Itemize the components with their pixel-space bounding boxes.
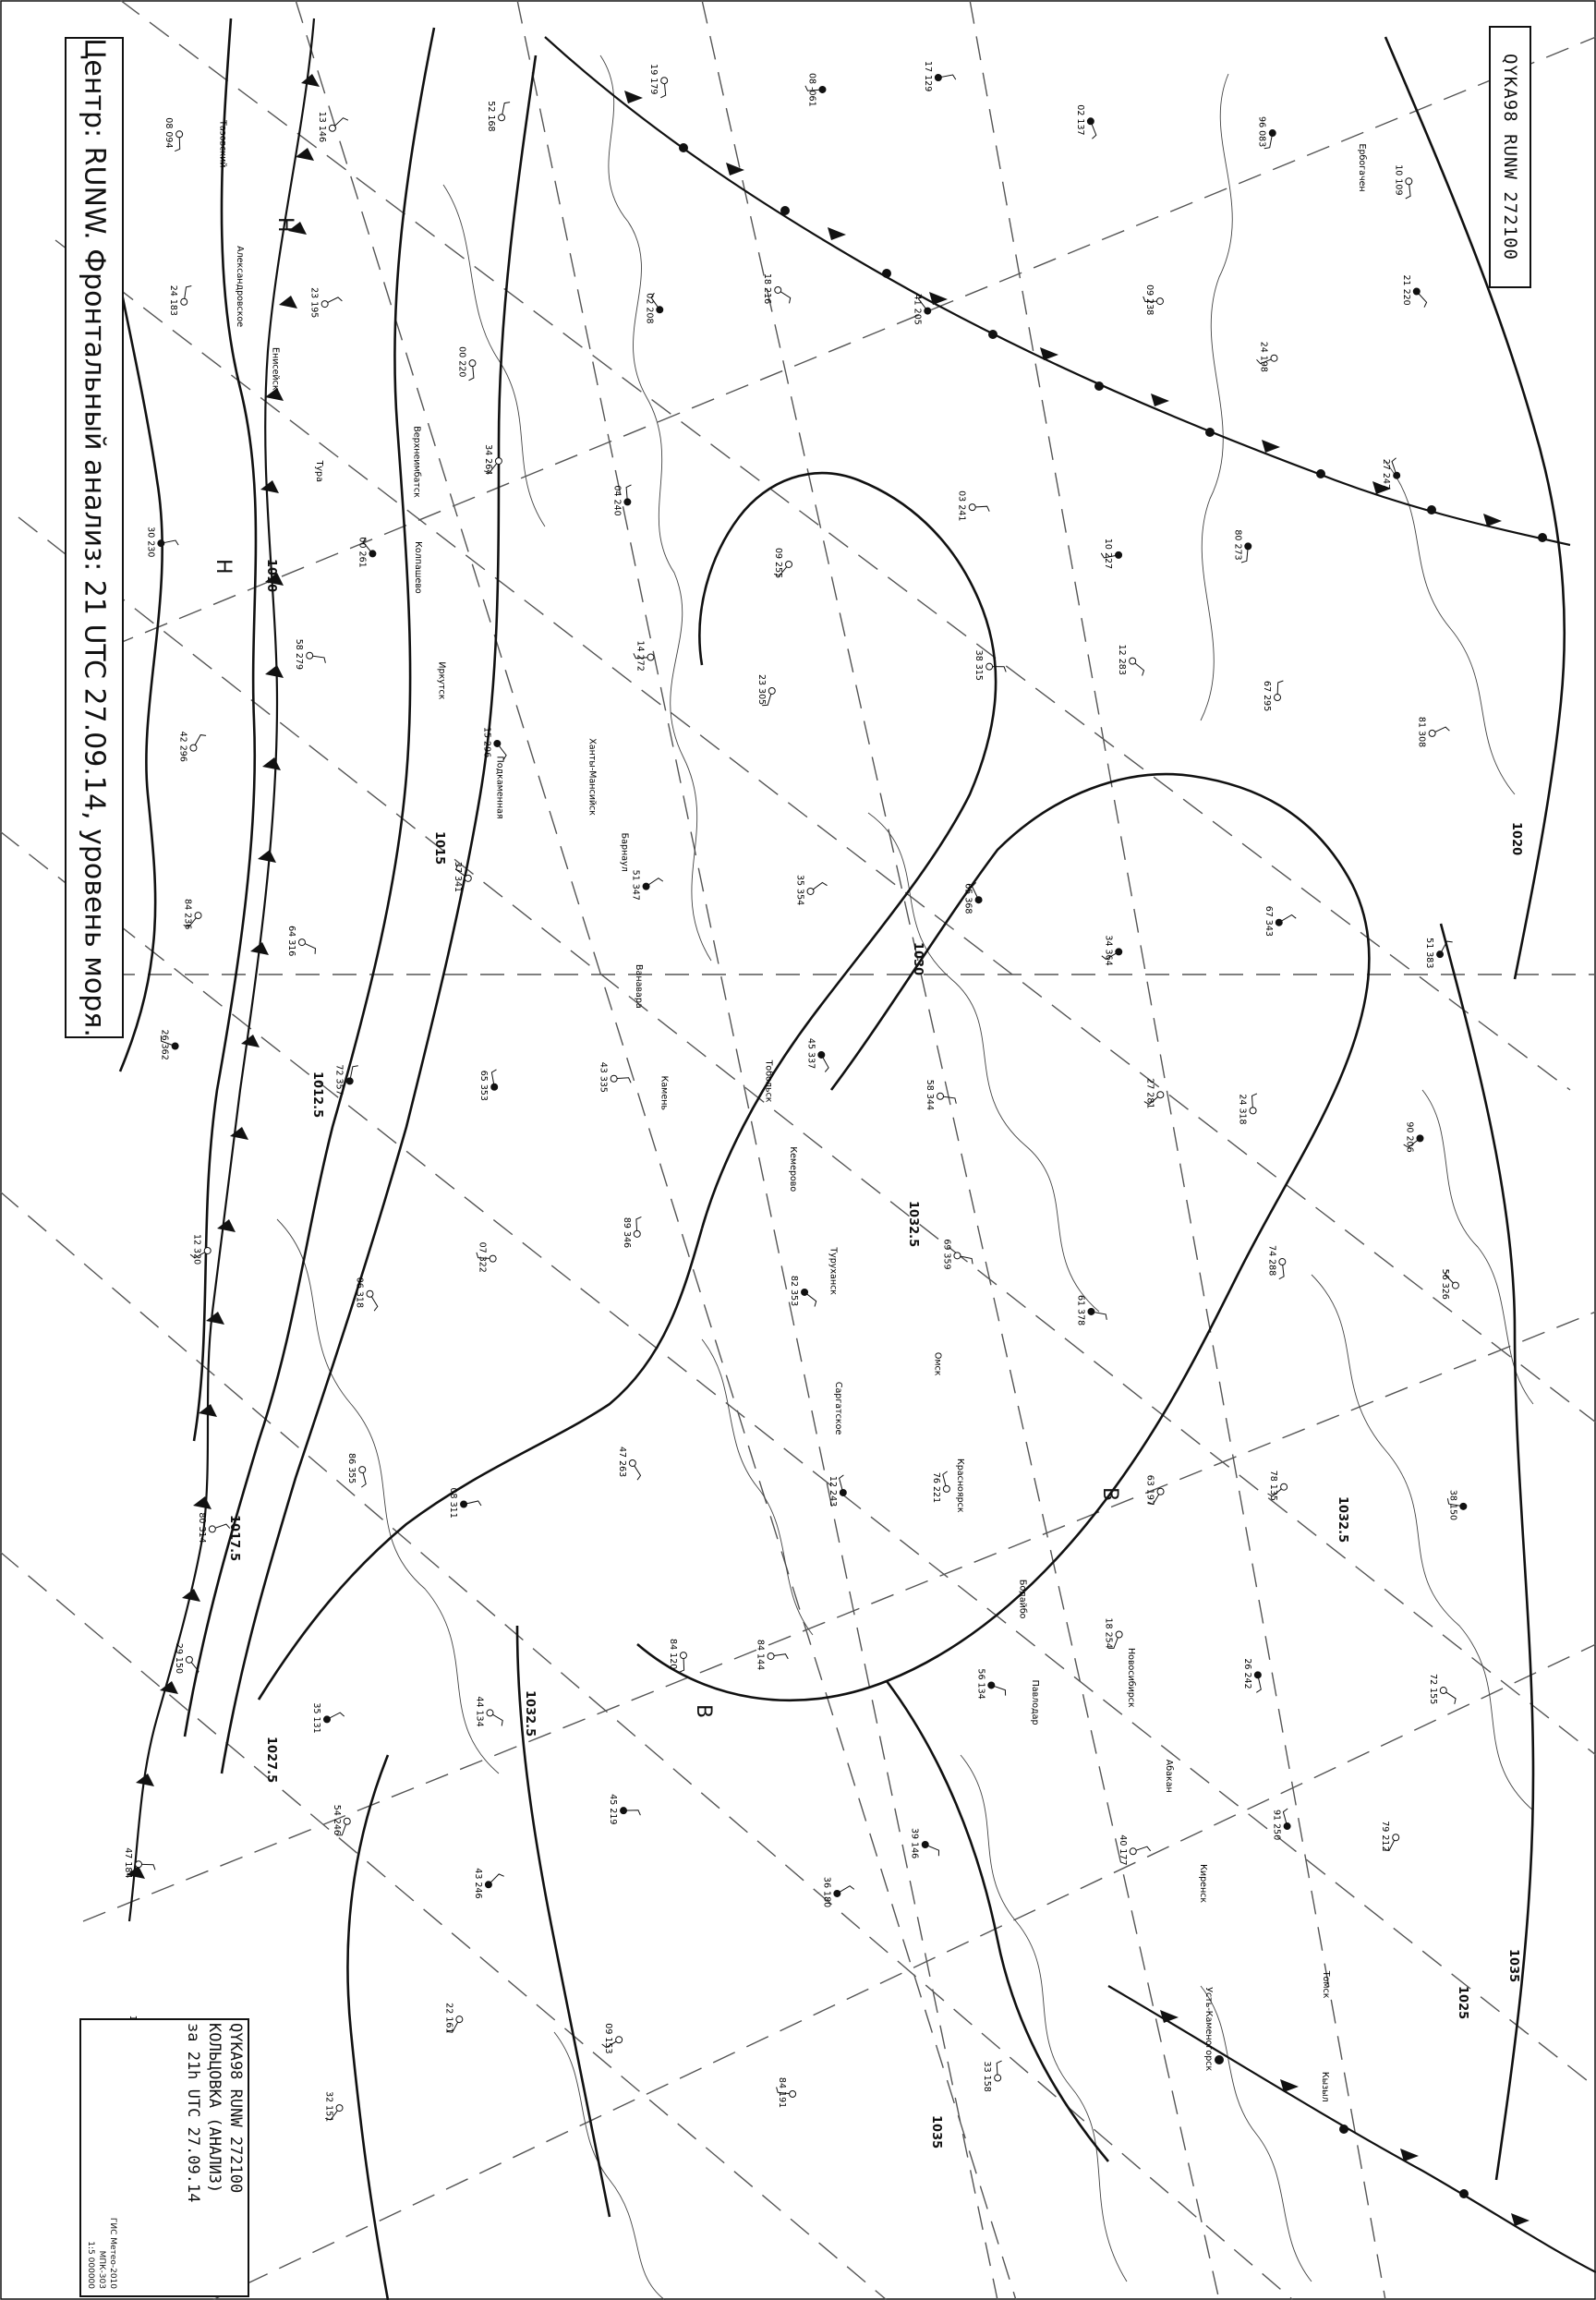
- station-value: 10 109: [1393, 164, 1404, 196]
- station-value: 90 206: [1404, 1121, 1415, 1153]
- station-value: 13 146: [316, 111, 327, 143]
- place-name: Иркутск: [436, 661, 447, 700]
- station-value: 22 161: [443, 2003, 454, 2034]
- station-marker: [925, 308, 931, 314]
- station-marker: [661, 78, 668, 84]
- station-marker: [346, 1078, 353, 1084]
- high-center: В: [692, 1704, 715, 1719]
- station-value: 58 344: [925, 1079, 936, 1111]
- station-marker: [1157, 1488, 1164, 1495]
- isobar-label: 1025: [1456, 1986, 1469, 2020]
- isobar-label: 1020: [1509, 822, 1523, 856]
- station-marker: [465, 875, 471, 881]
- station-marker: [190, 744, 197, 751]
- low-center: Н: [273, 217, 296, 233]
- station-value: 27 247: [1381, 458, 1392, 490]
- station-marker: [1429, 730, 1435, 736]
- station-value: 84 144: [755, 1639, 766, 1671]
- station-value: 67 295: [1262, 681, 1273, 712]
- station-marker: [461, 1501, 467, 1507]
- station-marker: [469, 360, 476, 367]
- station-marker: [485, 1882, 491, 1888]
- station-marker: [1156, 298, 1163, 305]
- station-value: 82 353: [789, 1275, 800, 1307]
- station-marker: [336, 2105, 343, 2112]
- station-value: 42 296: [177, 731, 188, 762]
- station-value: 74 288: [1266, 1245, 1277, 1277]
- station-value: 39 146: [909, 1827, 920, 1859]
- place-name: Подкаменная: [494, 756, 505, 819]
- station-marker: [802, 1289, 808, 1295]
- station-value: 54 246: [331, 1804, 342, 1836]
- place-name: Киренск: [1198, 1864, 1209, 1904]
- station-value: 35 354: [794, 874, 805, 906]
- place-name: Абакан: [1163, 1759, 1174, 1793]
- isobar-label: 1010: [264, 559, 278, 593]
- station-value: 56 326: [1439, 1268, 1450, 1300]
- station-value: 00 261: [357, 537, 368, 568]
- station-value: 65 368: [962, 883, 973, 914]
- place-name: Красноярск: [955, 1459, 966, 1513]
- station-value: 26 242: [1241, 1658, 1252, 1689]
- station-marker: [186, 1656, 192, 1663]
- station-value: 40 177: [1117, 1834, 1128, 1866]
- station-marker: [204, 1247, 211, 1253]
- station-value: 69 359: [941, 1239, 952, 1270]
- station-marker: [1279, 1259, 1286, 1265]
- station-marker: [1157, 1092, 1164, 1098]
- isobar-label: 1015: [432, 831, 446, 866]
- station-value: 36 180: [821, 1876, 832, 1908]
- place-name: Ванавара: [634, 964, 645, 1009]
- station-marker: [1088, 1308, 1094, 1314]
- station-value: 24 183: [168, 284, 179, 316]
- station-marker: [456, 2016, 463, 2023]
- station-value: 26 362: [159, 1029, 170, 1060]
- station-value: 76 221: [930, 1471, 941, 1504]
- station-marker: [1250, 1108, 1256, 1114]
- station-value: 34 264: [482, 444, 493, 476]
- legend-credit: МПК-303: [97, 2250, 106, 2289]
- station-marker: [969, 504, 975, 511]
- station-value: 58 279: [294, 638, 305, 671]
- place-name: Павлодар: [1029, 1679, 1040, 1725]
- station-value: 06 318: [354, 1277, 365, 1309]
- station-value: 33 158: [982, 2061, 993, 2092]
- station-value: 81 308: [1416, 716, 1427, 748]
- station-value: 86 355: [346, 1453, 357, 1484]
- station-value: 02 137: [1074, 104, 1085, 136]
- isobar-label: 1030: [911, 942, 925, 976]
- station-marker: [768, 1652, 774, 1659]
- station-marker: [158, 540, 164, 547]
- station-value: 12 243: [827, 1475, 838, 1507]
- legend-code: QYKA98 RUNW 272100: [226, 2023, 245, 2194]
- station-marker: [1130, 1848, 1136, 1855]
- station-value: 80 273: [1232, 529, 1243, 561]
- station-value: 24 198: [1258, 341, 1269, 372]
- station-marker: [136, 1861, 142, 1868]
- station-value: 51 383: [1424, 938, 1435, 969]
- station-value: 78 135: [1268, 1470, 1279, 1501]
- station-marker: [1440, 1688, 1446, 1694]
- place-name: Ханты-Мансийск: [586, 738, 598, 817]
- station-marker: [1269, 130, 1276, 137]
- station-marker: [834, 1890, 840, 1896]
- station-value: 45 337: [805, 1037, 816, 1070]
- legend-product: КОЛЬЦОВКА (АНАЛИЗ): [205, 2023, 224, 2194]
- place-name: Туруханск: [828, 1247, 839, 1296]
- station-value: 63 197: [1144, 1474, 1155, 1506]
- station-value: 10 227: [1103, 538, 1114, 570]
- station-value: 08 311: [448, 1487, 459, 1519]
- station-value: 84 120: [667, 1639, 678, 1670]
- station-marker: [209, 1526, 215, 1532]
- station-value: 14 272: [635, 640, 646, 672]
- station-value: 15 296: [481, 726, 492, 758]
- place-name: Бодайбо: [1017, 1579, 1028, 1619]
- station-marker: [195, 913, 201, 919]
- station-marker: [1271, 355, 1277, 361]
- station-marker: [1130, 658, 1136, 664]
- place-name: Барнаул: [619, 832, 630, 872]
- station-value: 47 184: [123, 1847, 134, 1879]
- station-value: 51 347: [630, 869, 641, 901]
- station-value: 24 318: [1237, 1094, 1248, 1125]
- bulletin-code-box: [1489, 26, 1531, 288]
- station-value: 18 254: [1103, 1617, 1114, 1649]
- station-marker: [495, 458, 502, 465]
- station-marker: [321, 301, 328, 308]
- station-marker: [344, 1818, 350, 1824]
- place-name: Александровское: [235, 246, 246, 328]
- station-value: 18 216: [762, 272, 773, 305]
- station-marker: [499, 115, 505, 121]
- station-marker: [807, 888, 814, 894]
- station-marker: [937, 1093, 944, 1099]
- station-value: 79 212: [1380, 1821, 1391, 1852]
- station-marker: [172, 1043, 178, 1049]
- place-name: Тура: [314, 460, 325, 482]
- place-name: Томск: [1321, 1970, 1332, 1999]
- place-name: Саргатское: [832, 1381, 843, 1435]
- station-marker: [1245, 543, 1251, 550]
- station-value: 34 364: [1103, 935, 1114, 966]
- station-value: 56 134: [975, 1668, 986, 1700]
- place-name: Ербогачен: [1357, 143, 1368, 192]
- station-value: 02 208: [644, 293, 655, 324]
- station-value: 00 220: [456, 346, 467, 378]
- station-marker: [768, 687, 775, 694]
- station-value: 03 241: [956, 490, 967, 522]
- station-marker: [307, 652, 313, 659]
- station-value: 64 316: [285, 926, 296, 957]
- station-value: 09 255: [773, 547, 784, 579]
- station-marker: [1460, 1503, 1467, 1509]
- map-title: Центр: RUNW. Фронтальный анализ: 21 UTC 27.09.14, уровень моря.: [78, 38, 111, 1037]
- station-marker: [643, 883, 649, 890]
- station-value: 35 131: [311, 1702, 321, 1734]
- station-value: 09 153: [603, 2023, 614, 2054]
- station-marker: [369, 551, 376, 557]
- station-marker: [840, 1489, 846, 1495]
- station-value: 65 353: [478, 1070, 490, 1101]
- station-value: 43 335: [598, 1061, 609, 1093]
- isobar-label: 1032.5: [906, 1201, 920, 1248]
- station-value: 80 314: [196, 1512, 207, 1543]
- place-name: Кызыл: [1320, 2071, 1331, 2102]
- station-marker: [1394, 472, 1400, 478]
- station-marker: [1116, 551, 1122, 558]
- station-marker: [491, 1083, 498, 1090]
- place-name: Усть-Каменогорск: [1203, 1987, 1214, 2072]
- station-value: 23 305: [756, 673, 767, 706]
- station-value: 17 129: [922, 61, 933, 92]
- station-marker: [657, 307, 663, 313]
- station-marker: [176, 131, 183, 138]
- station-marker: [490, 1255, 496, 1262]
- station-value: 29 150: [173, 1642, 184, 1675]
- station-marker: [621, 1808, 627, 1814]
- station-marker: [819, 86, 826, 92]
- station-marker: [298, 939, 305, 946]
- isobar-label: 1032.5: [523, 1690, 537, 1737]
- isobar-label: 1017.5: [227, 1515, 241, 1562]
- station-value: 08 -061: [806, 72, 817, 107]
- station-value: 09 238: [1143, 284, 1155, 316]
- station-marker: [1276, 919, 1282, 926]
- station-value: 96 083: [1256, 116, 1267, 148]
- station-marker: [1284, 1823, 1290, 1830]
- station-value: 12 283: [1117, 644, 1128, 675]
- station-marker: [943, 1485, 949, 1492]
- low-center: Н: [212, 559, 235, 575]
- legend-time: за 21h UTC 27.09.14: [184, 2023, 202, 2203]
- station-value: 52 168: [486, 101, 497, 132]
- station-marker: [1254, 1672, 1261, 1678]
- station-value: 04 240: [611, 485, 623, 516]
- station-marker: [629, 1459, 635, 1466]
- station-value: 38 315: [973, 649, 985, 681]
- legend-content: [83, 2023, 246, 2293]
- station-value: 19 179: [648, 64, 659, 95]
- station-marker: [786, 561, 792, 567]
- place-name: Тазовский: [217, 120, 228, 168]
- station-value: 67 343: [1263, 905, 1274, 937]
- station-marker: [935, 75, 941, 81]
- station-marker: [922, 1841, 928, 1847]
- station-marker: [647, 654, 654, 660]
- station-marker: [1116, 1631, 1122, 1638]
- station-marker: [624, 499, 631, 505]
- station-value: 72 357: [333, 1064, 345, 1096]
- station-value: 84 191: [777, 2076, 788, 2109]
- isobar-label: 1035: [929, 2115, 943, 2149]
- station-value: 23 195: [308, 287, 320, 319]
- station-value: 27 281: [1144, 1078, 1155, 1109]
- station-marker: [954, 1253, 961, 1259]
- station-value: 12 320: [191, 1233, 202, 1265]
- place-name: Тобольск: [763, 1059, 774, 1103]
- station-value: 72 155: [1427, 1674, 1438, 1705]
- legend-credit: 1:5 000000: [86, 2241, 95, 2289]
- place-name: Енисейск: [270, 346, 281, 391]
- bulletin-code: QYKA98 RUNW 272100: [1500, 54, 1520, 260]
- legend-credits: [85, 2218, 118, 2289]
- station-marker: [634, 1230, 640, 1237]
- station-value: 38 150: [1447, 1489, 1458, 1521]
- station-marker: [775, 286, 781, 293]
- station-marker: [494, 740, 501, 746]
- isobar-label: 1012.5: [310, 1071, 324, 1119]
- station-marker: [1452, 1282, 1458, 1289]
- station-marker: [986, 663, 993, 670]
- station-marker: [995, 2075, 1001, 2081]
- station-marker: [1116, 949, 1122, 955]
- station-value: 44 134: [474, 1696, 485, 1727]
- place-name: Верхнеимбатск: [411, 426, 422, 498]
- station-value: 61 378: [1075, 1294, 1086, 1326]
- station-value: 32 151: [323, 2091, 334, 2123]
- station-value: 84 236: [182, 899, 193, 930]
- isobar-label: 1032.5: [1336, 1496, 1349, 1543]
- place-name: Новосибирск: [1125, 1647, 1136, 1708]
- station-value: 30 230: [145, 527, 156, 558]
- isobar-label: 1035: [1506, 1949, 1520, 1983]
- map-title-box: [65, 37, 124, 1038]
- isobar-label: 1027.5: [264, 1737, 278, 1784]
- place-name: Омск: [932, 1351, 943, 1376]
- place-name: Камень: [659, 1075, 670, 1111]
- station-value: 41 205: [912, 294, 923, 325]
- station-value: 45 219: [608, 1794, 619, 1825]
- station-value: 91 250: [1271, 1810, 1282, 1841]
- legend-credit: ГИС Метео-2010: [108, 2217, 117, 2289]
- legend-box: [79, 2018, 249, 2297]
- station-marker: [818, 1051, 825, 1058]
- station-marker: [1393, 1834, 1399, 1841]
- station-value: 47 263: [616, 1446, 627, 1478]
- place-name: Колпашево: [413, 541, 424, 594]
- station-marker: [1417, 1135, 1423, 1142]
- station-value: 07 322: [477, 1241, 488, 1273]
- station-marker: [487, 1710, 493, 1716]
- station-value: 89 346: [621, 1217, 632, 1249]
- station-marker: [680, 1652, 686, 1659]
- station-marker: [988, 1682, 995, 1689]
- station-marker: [1437, 951, 1444, 958]
- station-marker: [1087, 118, 1094, 125]
- station-marker: [329, 125, 335, 131]
- station-value: 21 220: [1400, 274, 1411, 306]
- station-marker: [367, 1290, 373, 1297]
- station-marker: [324, 1716, 331, 1723]
- station-marker: [1275, 695, 1281, 701]
- high-center: В: [1098, 1487, 1121, 1502]
- station-marker: [359, 1467, 366, 1473]
- station-value: 43 246: [472, 1868, 483, 1899]
- station-value: 37 341: [452, 861, 463, 893]
- station-marker: [790, 2090, 796, 2097]
- station-marker: [616, 2037, 623, 2043]
- station-marker: [1413, 288, 1420, 295]
- station-value: 08 094: [163, 117, 175, 149]
- station-marker: [975, 897, 982, 903]
- station-marker: [611, 1075, 617, 1082]
- place-name: Кемерово: [787, 1146, 798, 1192]
- station-marker: [1281, 1483, 1288, 1490]
- station-marker: [181, 298, 187, 305]
- station-marker: [1406, 178, 1412, 185]
